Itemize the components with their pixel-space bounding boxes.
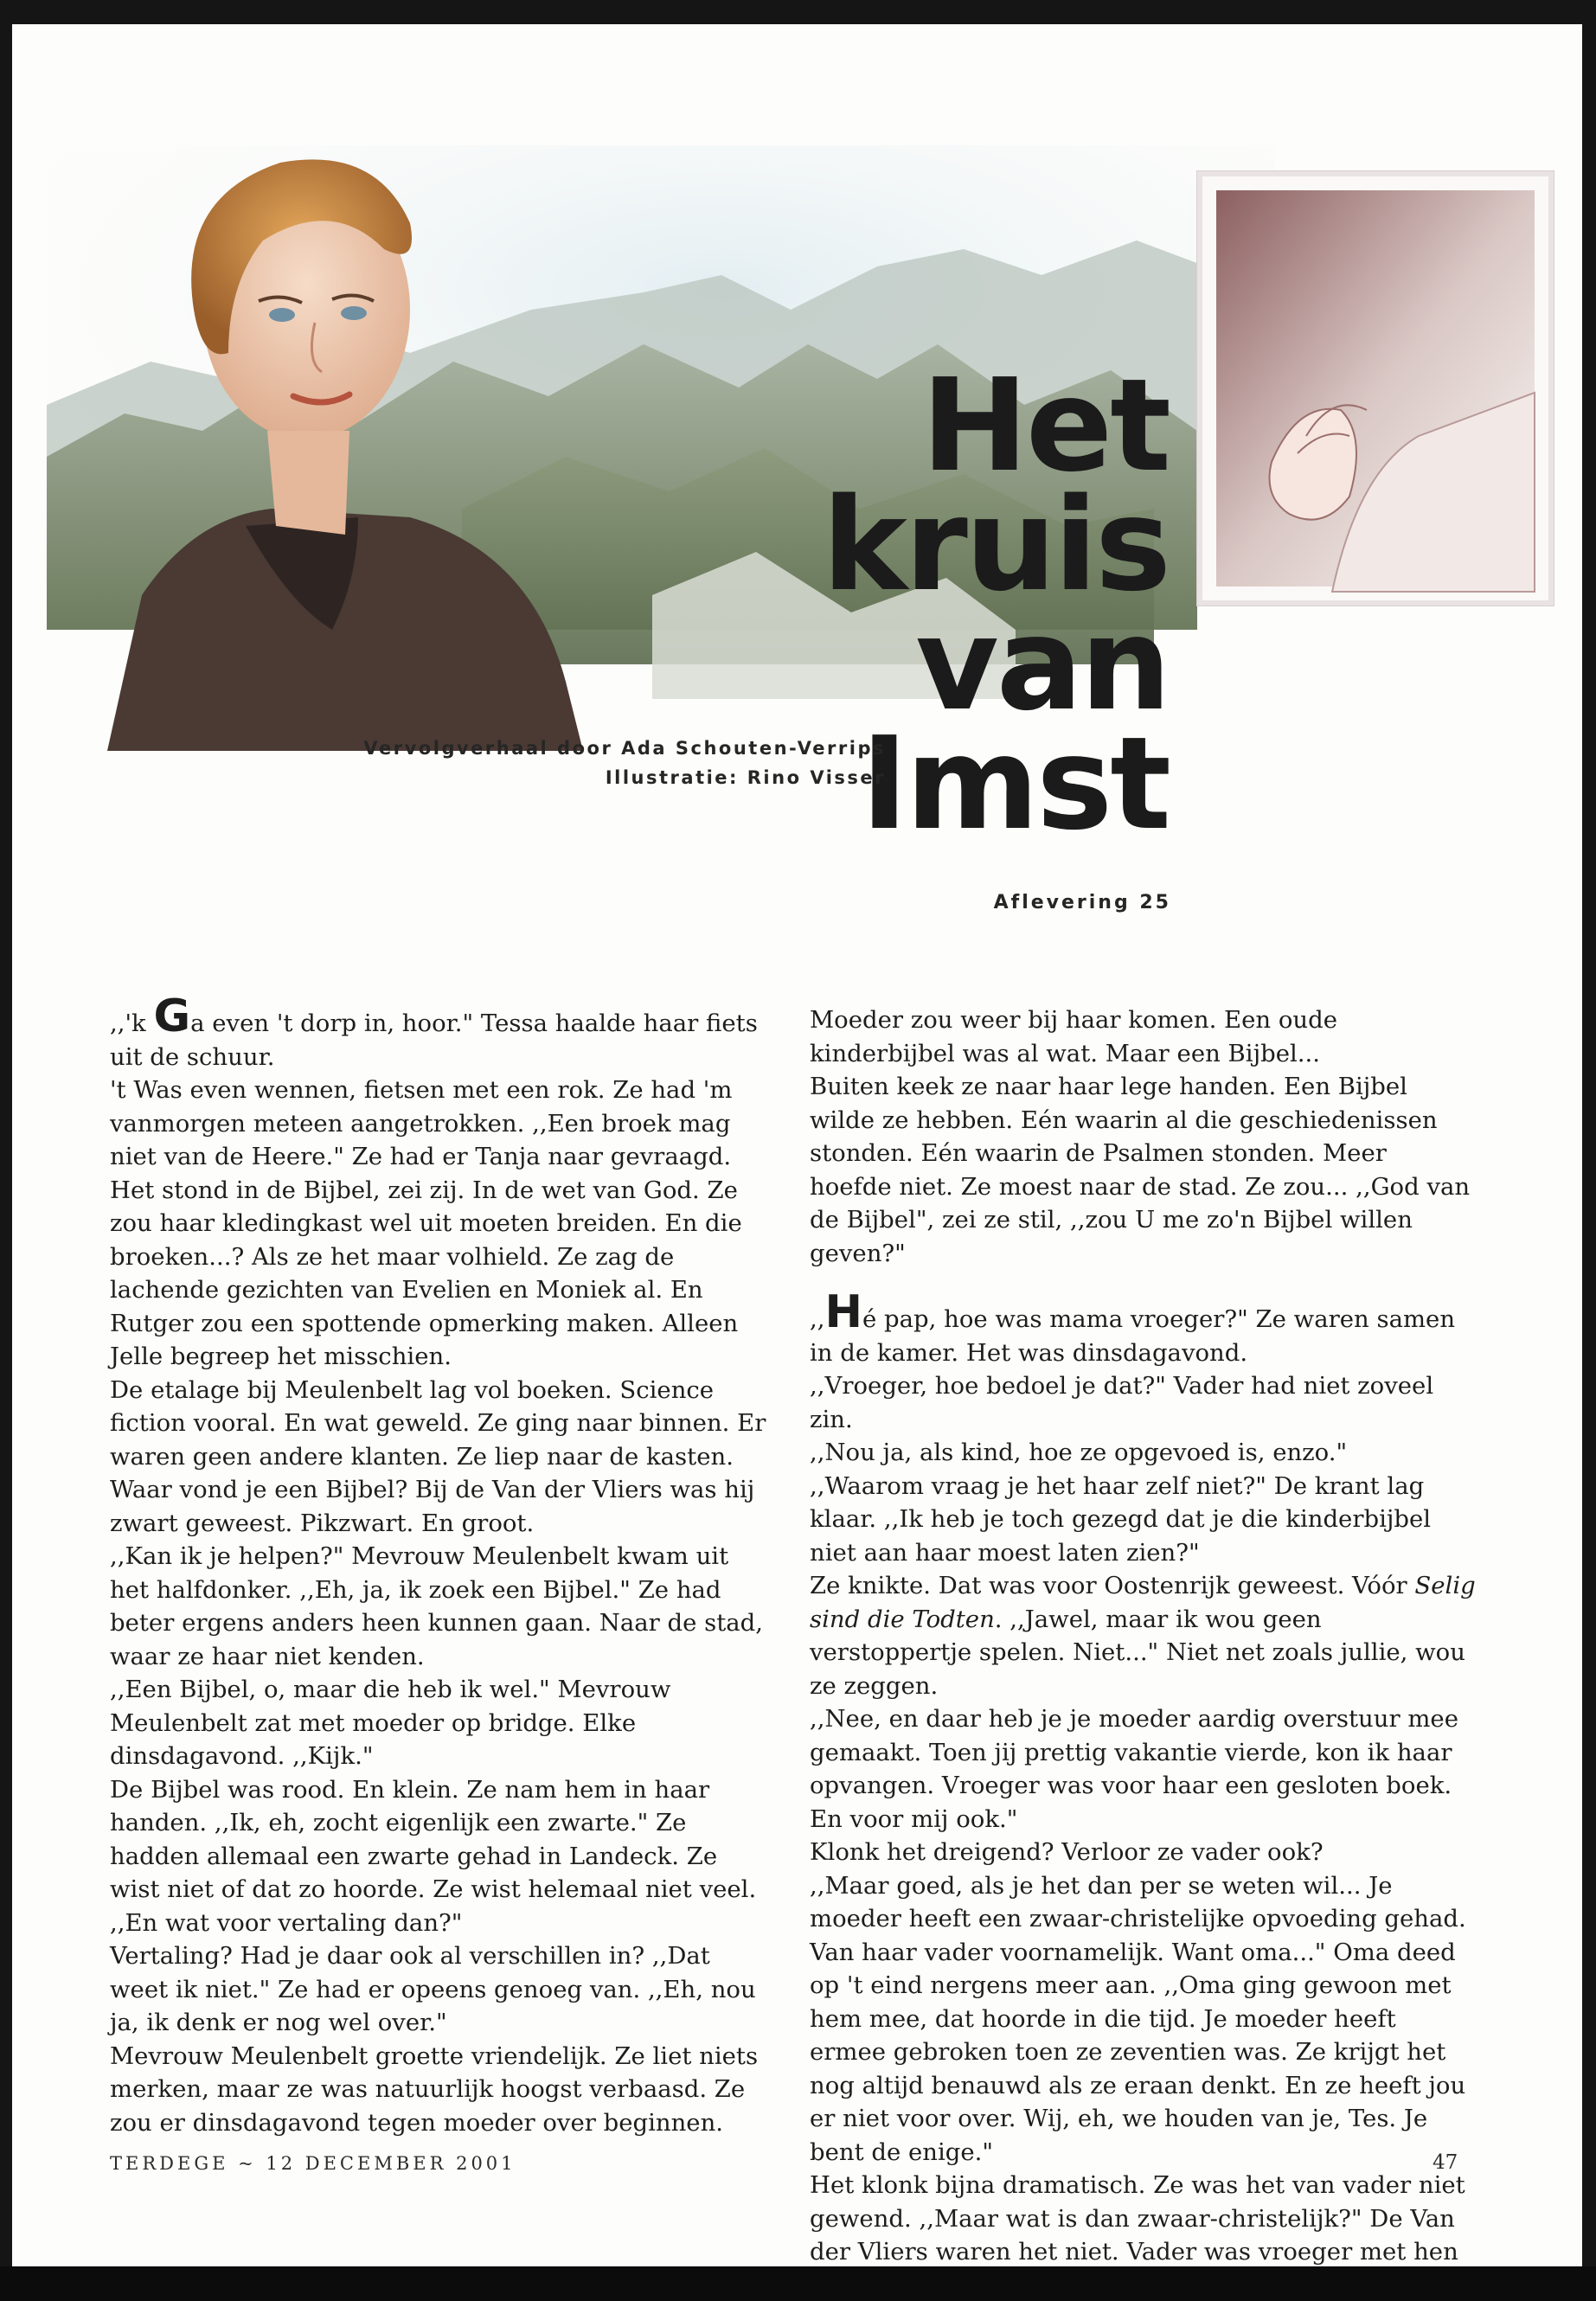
paragraph: ,,En wat voor vertaling dan?" xyxy=(110,1908,463,1937)
paragraph: 't Was even wennen, fietsen met een rok. Ze had 'm vanmorgen meteen aangetrokken. ,,Een broek mag niet van de Heere." Ze had er Tanja naar gevraagd. Het stond in de Bijbel, zei zij. In de wet van God. Ze zou haar kledingkast wel uit moeten breiden. En die broeken...? Als ze het maar volhield. Ze zag de lachende gezichten van Evelien en Moniek al. En Rutger zou een spottende opmerking maken. Alleen Jelle begreep het misschien. xyxy=(110,1076,742,1370)
paragraph: ,,Nee, en daar heb je je moeder aardig overstuur mee gemaakt. Toen jij prettig vakantie vierde, kon ik haar opvangen. Vroeger was voor haar een gesloten boek. En voor mij ook." xyxy=(810,1705,1458,1833)
author-credit: Vervolgverhaal door Ada Schouten-Verrips xyxy=(363,738,886,759)
paragraph: ,,Vroeger, hoe bedoel je dat?" Vader had niet zoveel zin. xyxy=(810,1372,1434,1433)
praying-hands-illustration xyxy=(1202,176,1548,600)
title-line: Imst xyxy=(860,709,1169,858)
paragraph: Buiten keek ze naar haar lege handen. Een Bijbel wilde ze hebben. Eén waarin al die geschiedenissen stonden. Eén waarin de Psalmen stonden. Meer hoefde niet. Ze moest naar de stad. Ze zou... ,,God van de Bijbel", zei ze stil, ,,zou U me zo'n Bijbel willen geven?" xyxy=(810,1073,1471,1267)
title-line: kruis xyxy=(822,471,1169,619)
body-column-left xyxy=(110,990,767,2139)
scan-border xyxy=(0,2266,1596,2301)
paragraph: Klonk het dreigend? Verloor ze vader ook? xyxy=(810,1838,1324,1866)
paragraph: ,,Kan ik je helpen?" Mevrouw Meulenbelt kwam uit het halfdonker. ,,Eh, ja, ik zoek een Bijbel." Ze had beter ergens anders heen kunnen gaan. Naar de stad, waar ze haar niet kenden. xyxy=(110,1542,764,1670)
footer-publication: TERDEGE ~ 12 DECEMBER 2001 xyxy=(110,2153,516,2174)
paragraph: Moeder zou weer bij haar komen. Een oude kinderbijbel was al wat. Maar een Bijbel... xyxy=(810,1006,1337,1067)
title-line: Het xyxy=(921,351,1169,500)
magazine-page xyxy=(12,24,1582,2266)
praying-hands-panel xyxy=(1197,171,1554,606)
page-number: 47 xyxy=(1433,2151,1458,2174)
paragraph: De etalage bij Meulenbelt lag vol boeken. Science fiction vooral. En wat geweld. Ze ging naar binnen. Er waren geen andere klanten. Ze liep naar de kasten. Waar vond je een Bijbel? Bij de Van der Vliers was hij zwart geweest. Pikzwart. En groot. xyxy=(110,1375,766,1537)
drop-cap: G xyxy=(153,990,191,1042)
illustrator-credit: Illustratie: Rino Visser xyxy=(605,767,886,788)
paragraph: De Bijbel was rood. En klein. Ze nam hem in haar handen. ,,Ik, eh, zocht eigenlijk een zwarte." Ze hadden allemaal een zwarte gehad in Landeck. Ze wist niet of dat zo hoorde. Ze wist helemaal niet veel. xyxy=(110,1775,757,1903)
paragraph: ,,'k Ga even 't dorp in, hoor." Tessa haalde haar fiets uit de schuur. xyxy=(110,990,758,1071)
paragraph: Vertaling? Had je daar ook al verschillen in? ,,Dat weet ik niet." Ze had er opeens genoeg van. ,,Eh, nou ja, ik denk er nog wel over." xyxy=(110,1942,756,2036)
paragraph: ,,Hé pap, hoe was mama vroeger?" Ze waren samen in de kamer. Het was dinsdagavond. xyxy=(810,1286,1456,1367)
paragraph: Mevrouw Meulenbelt groette vriendelijk. Ze liet niets merken, maar ze was natuurlijk hoogst verbaasd. Ze zou er dinsdagavond tegen moeder over beginnen. xyxy=(110,2041,759,2137)
title-line: van xyxy=(915,590,1169,739)
paragraph: Ze knikte. Dat was voor Oostenrijk geweest. Vóór Selig sind die Todten. ,,Jawel, maar ik wou geen verstoppertje spelen. Niet..." Niet net zoals jullie, wou ze zeggen. xyxy=(810,1572,1476,1700)
paragraph: ,,Waarom vraag je het haar zelf niet?" De krant lag klaar. ,,Ik heb je toch gezegd dat je die kinderbijbel niet aan haar moest laten zien?" xyxy=(810,1471,1432,1567)
drop-cap: H xyxy=(824,1286,863,1338)
paragraph: ,,Nou ja, als kind, hoe ze opgevoed is, enzo." xyxy=(810,1439,1348,1466)
article-credits xyxy=(363,734,886,792)
italic-title: Selig sind die Todten xyxy=(810,1572,1476,1633)
neck xyxy=(267,431,349,535)
episode-label: Aflevering 25 xyxy=(993,892,1171,913)
paragraph: ,,Maar goed, als je het dan per se weten wil... Je moeder heeft een zwaar-christelijke opvoeding gehad. Van haar vader voornamelijk. Want oma..." Oma deed op 't eind nergens meer aan. ,,Oma ging gewoon met hem mee, dat hoorde in die tijd. Je moeder heeft ermee gebroken toen ze zeventien was. Ze krijgt het nog altijd benauwd als ze eraan denkt. En ze heeft jou er niet voor over. Wij, eh, we houden van je, Tes. Je bent de enige." xyxy=(810,1871,1466,2166)
paragraph: ,,Een Bijbel, o, maar die heb ik wel." Mevrouw Meulenbelt zat met moeder op bridge. Elke dinsdagavond. ,,Kijk." xyxy=(110,1676,671,1770)
body-column-right xyxy=(810,1003,1476,2266)
paragraph: Het klonk bijna dramatisch. Ze was het van vader niet gewend. ,,Maar wat is dan zwaar-christelijk?" De Van der Vliers waren het niet. Vader was vroeger met hen xyxy=(810,2171,1465,2266)
